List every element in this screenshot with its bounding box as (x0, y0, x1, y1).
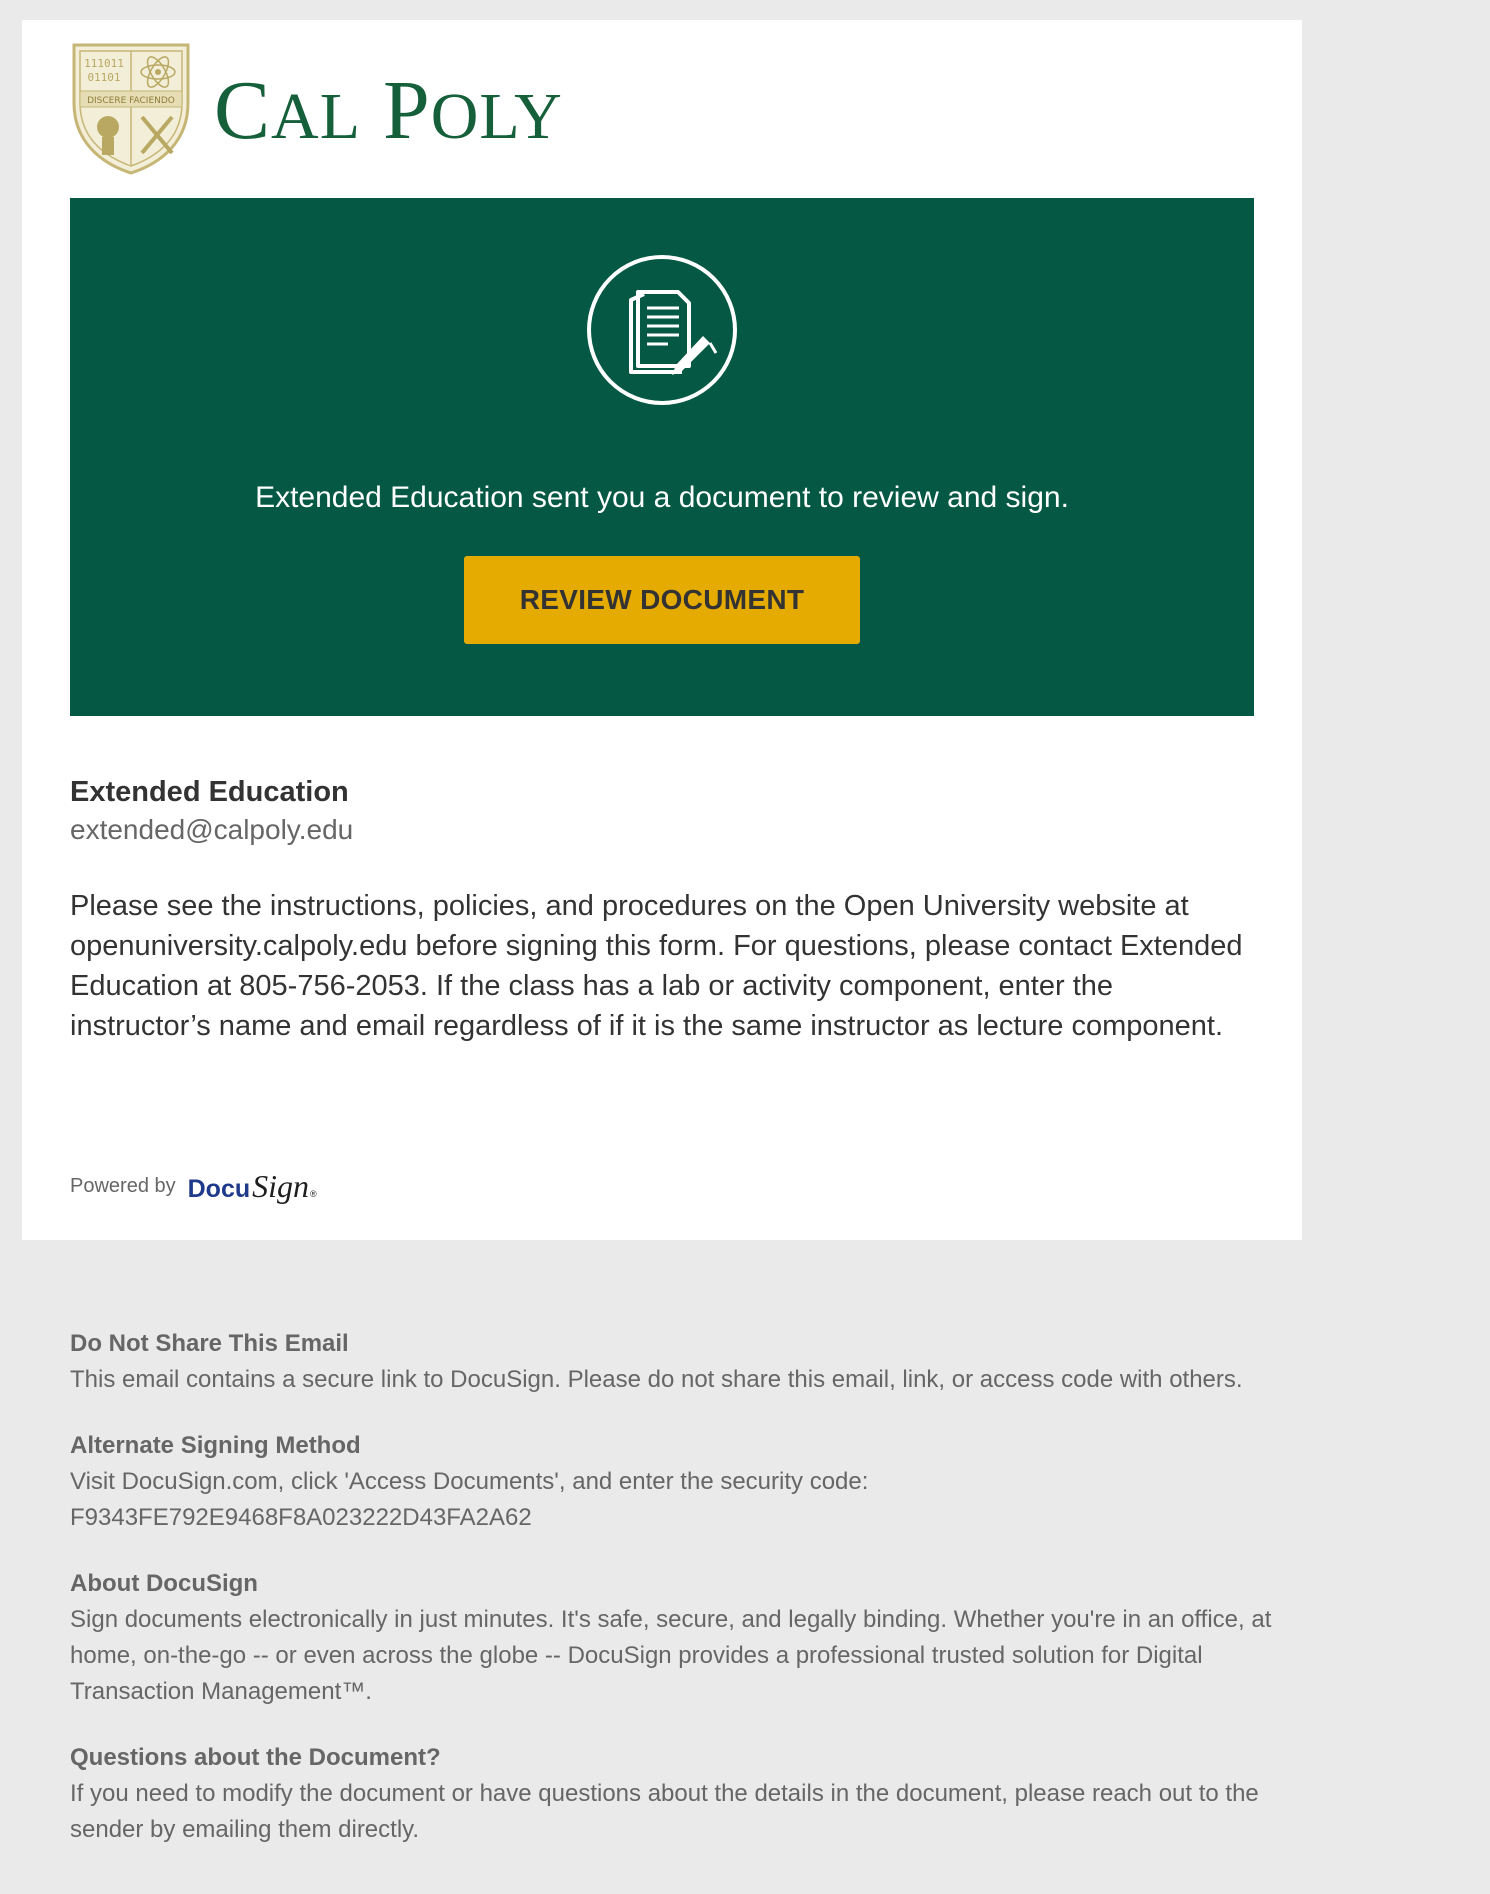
footer-section-body: If you need to modify the document or have questions about the details in the document, please reach out to the sender by emailing them directly. (70, 1780, 1259, 1843)
alternate-signing-instructions: Visit DocuSign.com, click 'Access Documents', and enter the security code: (70, 1468, 869, 1495)
svg-text:01101: 01101 (87, 71, 121, 84)
cal-poly-logo (70, 38, 563, 178)
powered-by-label: Powered by (70, 1175, 176, 1197)
document-sign-icon (586, 254, 738, 406)
security-code: F9343FE792E9468F8A023222D43FA2A62 (70, 1504, 532, 1531)
footer-section-alternate-signing (70, 1428, 1290, 1536)
email-footer (70, 1326, 1290, 1878)
cal-poly-seal-icon (70, 41, 192, 175)
footer-section-body: Sign documents electronically in just minutes. It's safe, secure, and legally binding. Whether you're in an office, at home, on-the-go -- or even across the globe -- DocuSign provides a professional trusted solution for Digital Transaction Management™. (70, 1606, 1272, 1705)
svg-text:111011: 111011 (84, 57, 124, 70)
footer-section-title: About DocuSign (70, 1570, 258, 1597)
footer-section-do-not-share (70, 1326, 1290, 1398)
email-card (22, 20, 1302, 1240)
footer-section-title: Do Not Share This Email (70, 1330, 349, 1357)
footer-section-title: Alternate Signing Method (70, 1432, 361, 1459)
sender-email[interactable]: extended@calpoly.edu (70, 814, 354, 845)
seal-motto: DISCERE FACIENDO (87, 96, 175, 106)
footer-section-questions (70, 1740, 1290, 1848)
footer-section-body: This email contains a secure link to DocuSign. Please do not share this email, link, or access code with others. (70, 1366, 1243, 1393)
docusign-logo: Docu Sign ® (187, 1168, 317, 1204)
cal-poly-wordmark: CAL POLY (214, 63, 563, 157)
review-message: Extended Education sent you a document to review and sign. (255, 481, 1069, 514)
review-document-button[interactable]: REVIEW DOCUMENT (464, 556, 860, 644)
footer-section-about-docusign (70, 1566, 1290, 1710)
footer-section-body (70, 1464, 1290, 1536)
footer-section-title: Questions about the Document? (70, 1744, 441, 1771)
powered-by-docusign (70, 1168, 317, 1205)
review-banner (70, 198, 1254, 716)
sender-name: Extended Education (70, 776, 349, 808)
email-message: Please see the instructions, policies, and procedures on the Open University website at openuniversity.calpoly.edu before signing this form. For questions, please contact Extended Education at 805-756-2053. If the class has a lab or activity component, enter the instructor’s name and email regardless of if it is the same instructor as lecture component. (70, 890, 1243, 1042)
